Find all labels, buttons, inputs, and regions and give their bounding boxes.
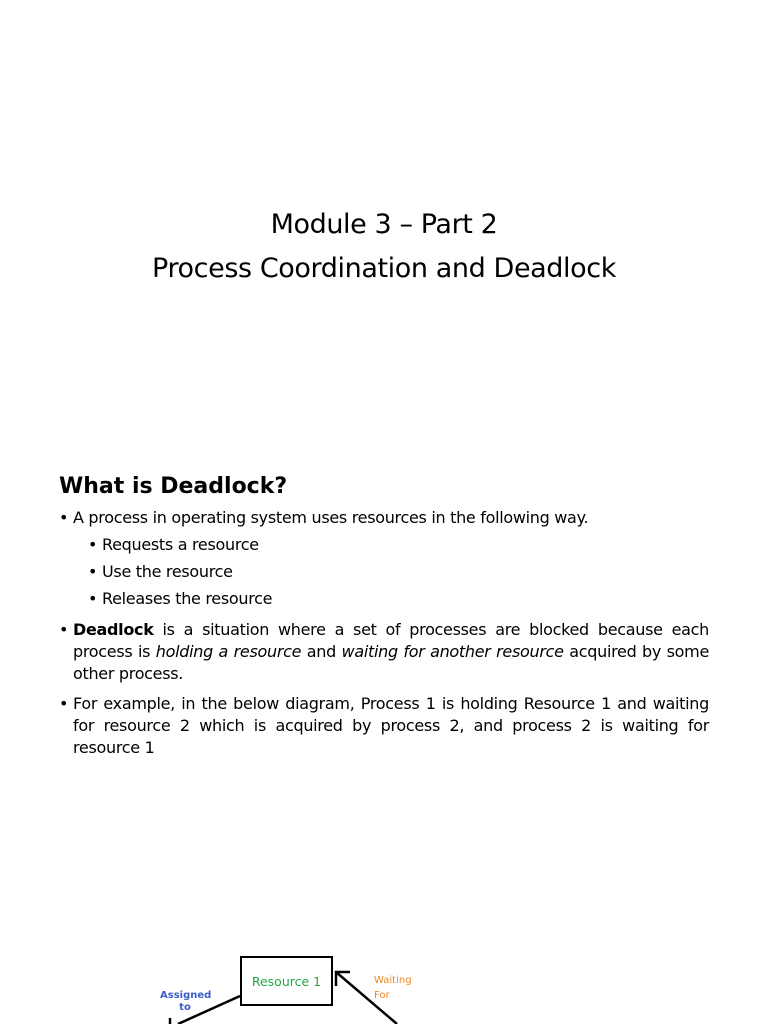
title-line-1: Module 3 – Part 2: [270, 209, 498, 240]
definition-part-1: is a situation where a set of processes are blocked because each process is: [73, 620, 709, 661]
resource-label: Resource 1: [251, 973, 322, 989]
definition-part-3: acquired by some other process.: [73, 642, 710, 683]
definition-part-2: and: [301, 642, 342, 661]
definition-emphasis-2: waiting for another resource: [341, 642, 564, 661]
assigned-to-label: Assigned to: [160, 990, 212, 1013]
bullet-definition: [59, 619, 709, 685]
bullet-example: [59, 693, 709, 759]
waiting-label-line-1: Waiting: [374, 975, 412, 986]
list-item: • Use the resource: [59, 561, 709, 583]
slide-title: [0, 203, 768, 291]
deadlock-diagram: [0, 900, 768, 1024]
resource-steps-list: [59, 534, 709, 610]
diagram-arrows: [0, 900, 768, 1024]
definition-emphasis-1: holding a resource: [155, 642, 302, 661]
list-item: • Releases the resource: [59, 588, 709, 610]
example-text: For example, in the below diagram, Process 1 is holding Resource 1 and waiting for resource 2 which is acquired by process 2, and process 2 is waiting for resource 1: [73, 694, 709, 757]
section-heading: What is Deadlock?: [59, 474, 288, 499]
section-body: [59, 507, 709, 759]
resource-1-node: [240, 956, 333, 1006]
waiting-label-line-2: For: [374, 990, 390, 1001]
intro-text: A process in operating system uses resources in the following way.: [73, 508, 589, 527]
waiting-for-label: [374, 973, 412, 1003]
title-line-2: Process Coordination and Deadlock: [152, 253, 616, 284]
definition-term: Deadlock: [73, 620, 154, 639]
bullet-intro: [59, 507, 709, 529]
list-item: • Requests a resource: [59, 534, 709, 556]
